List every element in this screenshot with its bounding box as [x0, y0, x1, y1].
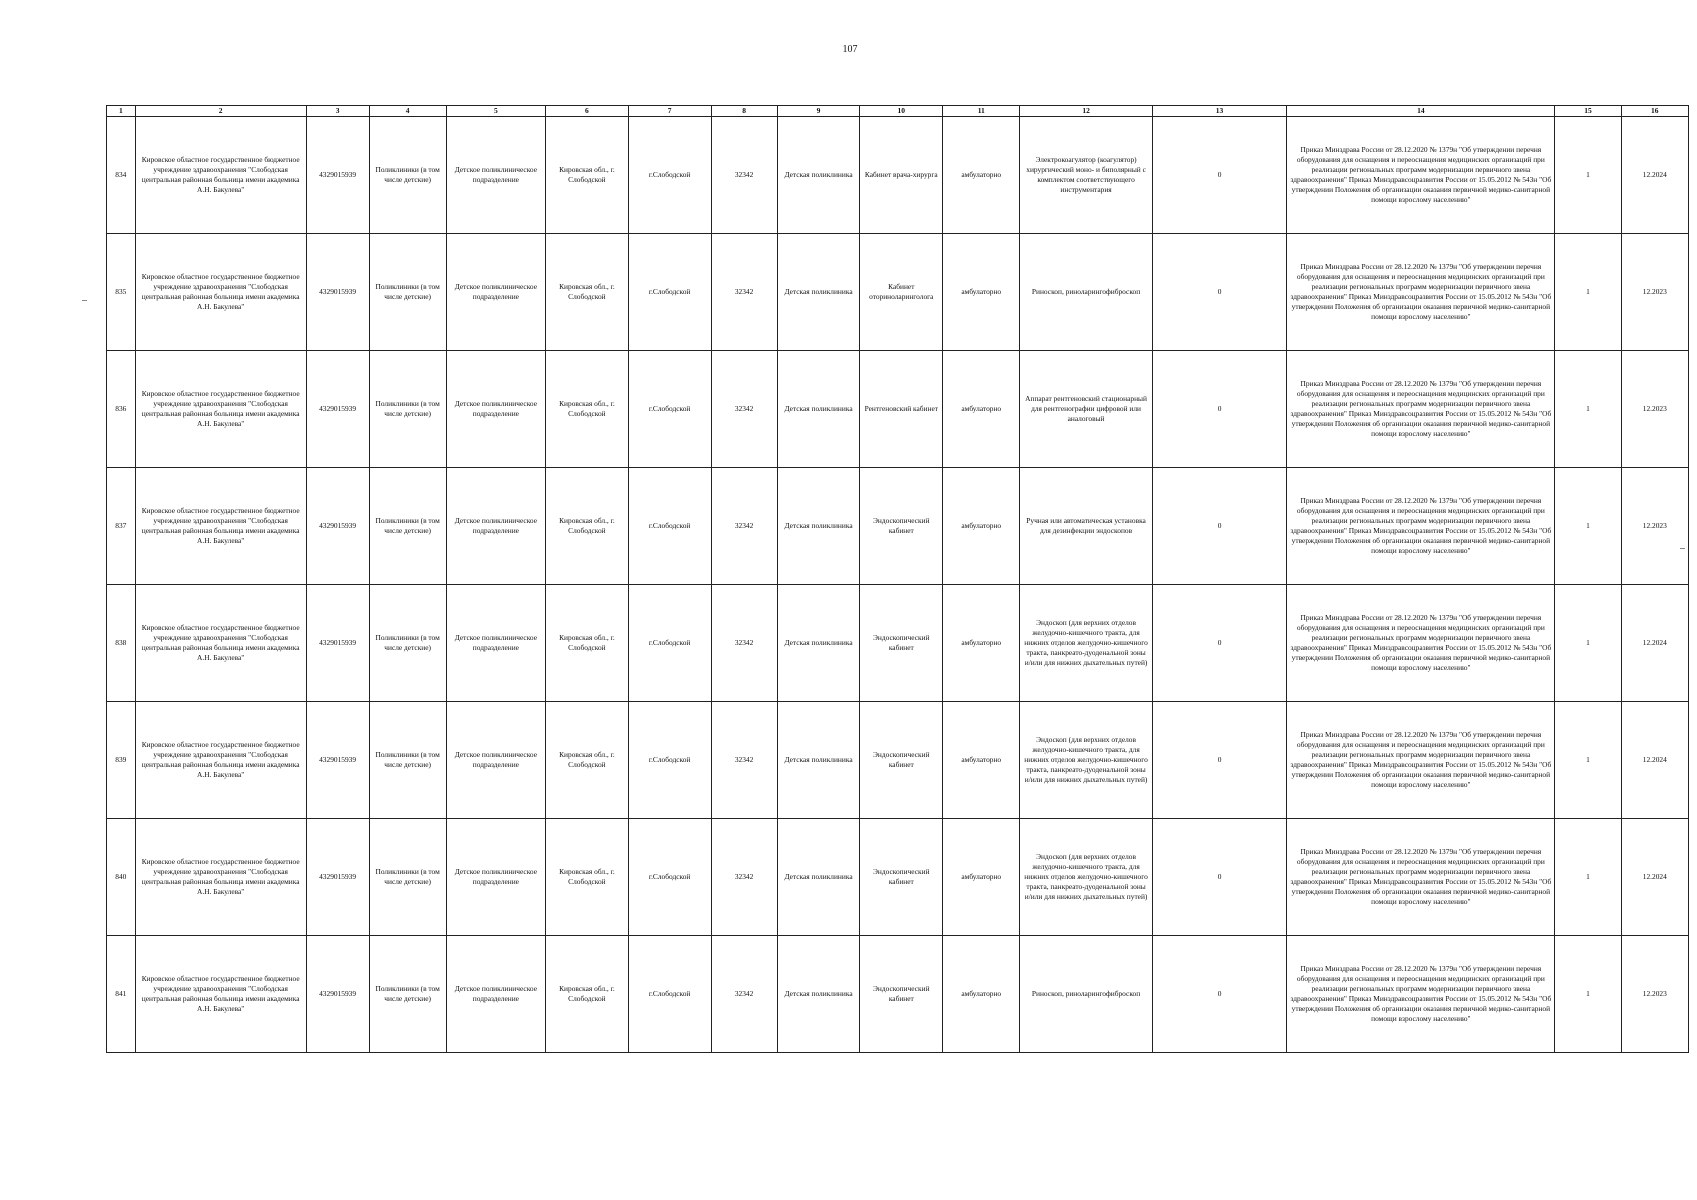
needed-quantity-cell: 1	[1555, 585, 1621, 702]
territory-code-cell: 32342	[711, 936, 777, 1053]
organization-name-cell: Кировское областное государственное бюджетное учреждение здравоохранения "Слободская центральная районная больница имени академика А.Н. Бакулева"	[135, 351, 306, 468]
delivery-date-cell: 12.2023	[1621, 936, 1688, 1053]
legal-basis-cell: Приказ Минздрава России от 28.12.2020 № 1379н "Об утверждении перечня оборудования для оснащения и переоснащения медицинских организаций при реализации региональных программ модернизации первичного звена здравоохранения" Приказ Минздравсоцразвития России от 15.05.2012 № 543н "Об утверждении Положения об организации оказания первичной медико-санитарной помощи взрослому населению"	[1287, 702, 1555, 819]
city-cell: г.Слободской	[628, 819, 711, 936]
organization-name-cell: Кировское областное государственное бюджетное учреждение здравоохранения "Слободская центральная районная больница имени академика А.Н. Бакулева"	[135, 117, 306, 234]
equipment-name-cell: Ручная или автоматическая установка для дезинфекции эндоскопов	[1020, 468, 1152, 585]
existing-quantity-cell: 0	[1152, 819, 1287, 936]
unit-name-cell: Детская поликлиника	[777, 117, 860, 234]
organization-name-cell: Кировское областное государственное бюджетное учреждение здравоохранения "Слободская центральная районная больница имени академика А.Н. Бакулева"	[135, 468, 306, 585]
division-name-cell: Детское поликлиническое подразделение	[446, 702, 545, 819]
table-row	[107, 819, 1689, 936]
facility-type-cell: Поликлиники (в том числе детские)	[369, 585, 446, 702]
facility-type-cell: Поликлиники (в том числе детские)	[369, 819, 446, 936]
room-name-cell: Рентгеновский кабинет	[860, 351, 943, 468]
col-header: 14	[1287, 106, 1555, 117]
organization-name-cell: Кировское областное государственное бюджетное учреждение здравоохранения "Слободская центральная районная больница имени академика А.Н. Бакулева"	[135, 819, 306, 936]
room-name-cell: Кабинет врача-хирурга	[860, 117, 943, 234]
facility-type-cell: Поликлиники (в том числе детские)	[369, 234, 446, 351]
existing-quantity-cell: 0	[1152, 936, 1287, 1053]
legal-basis-cell: Приказ Минздрава России от 28.12.2020 № 1379н "Об утверждении перечня оборудования для оснащения и переоснащения медицинских организаций при реализации региональных программ модернизации первичного звена здравоохранения" Приказ Минздравсоцразвития России от 15.05.2012 № 543н "Об утверждении Положения об организации оказания первичной медико-санитарной помощи взрослому населению"	[1287, 351, 1555, 468]
row-number-cell: 835	[107, 234, 136, 351]
col-header: 1	[107, 106, 136, 117]
needed-quantity-cell: 1	[1555, 702, 1621, 819]
header-row	[107, 106, 1689, 117]
col-header: 11	[943, 106, 1020, 117]
division-name-cell: Детское поликлиническое подразделение	[446, 117, 545, 234]
col-header: 4	[369, 106, 446, 117]
city-cell: г.Слободской	[628, 351, 711, 468]
delivery-date-cell: 12.2023	[1621, 351, 1688, 468]
col-header: 16	[1621, 106, 1688, 117]
needed-quantity-cell: 1	[1555, 936, 1621, 1053]
inn-code-cell: 4329015939	[306, 234, 369, 351]
col-header: 6	[546, 106, 629, 117]
address-cell: Кировская обл., г. Слободской	[546, 585, 629, 702]
division-name-cell: Детское поликлиническое подразделение	[446, 351, 545, 468]
organization-name-cell: Кировское областное государственное бюджетное учреждение здравоохранения "Слободская центральная районная больница имени академика А.Н. Бакулева"	[135, 234, 306, 351]
division-name-cell: Детское поликлиническое подразделение	[446, 585, 545, 702]
delivery-date-cell: 12.2024	[1621, 585, 1688, 702]
inn-code-cell: 4329015939	[306, 702, 369, 819]
care-type-cell: амбулаторно	[943, 468, 1020, 585]
existing-quantity-cell: 0	[1152, 234, 1287, 351]
equipment-name-cell: Эндоскоп (для верхних отделов желудочно-кишечного тракта, для нижних отделов желудочно-кишечного тракта, панкреато-дуоденальной зоны и/или для нижних дыхательных путей)	[1020, 585, 1152, 702]
scan-mark	[82, 300, 87, 301]
division-name-cell: Детское поликлиническое подразделение	[446, 234, 545, 351]
facility-type-cell: Поликлиники (в том числе детские)	[369, 468, 446, 585]
needed-quantity-cell: 1	[1555, 351, 1621, 468]
facility-type-cell: Поликлиники (в том числе детские)	[369, 351, 446, 468]
care-type-cell: амбулаторно	[943, 819, 1020, 936]
facility-type-cell: Поликлиники (в том числе детские)	[369, 936, 446, 1053]
row-number-cell: 837	[107, 468, 136, 585]
col-header: 7	[628, 106, 711, 117]
row-number-cell: 838	[107, 585, 136, 702]
unit-name-cell: Детская поликлиника	[777, 702, 860, 819]
city-cell: г.Слободской	[628, 468, 711, 585]
table-row	[107, 117, 1689, 234]
room-name-cell: Эндоскопический кабинет	[860, 468, 943, 585]
table-row	[107, 234, 1689, 351]
existing-quantity-cell: 0	[1152, 702, 1287, 819]
territory-code-cell: 32342	[711, 117, 777, 234]
care-type-cell: амбулаторно	[943, 585, 1020, 702]
city-cell: г.Слободской	[628, 117, 711, 234]
room-name-cell: Эндоскопический кабинет	[860, 819, 943, 936]
legal-basis-cell: Приказ Минздрава России от 28.12.2020 № 1379н "Об утверждении перечня оборудования для оснащения и переоснащения медицинских организаций при реализации региональных программ модернизации первичного звена здравоохранения" Приказ Минздравсоцразвития России от 15.05.2012 № 543н "Об утверждении Положения об организации оказания первичной медико-санитарной помощи взрослому населению"	[1287, 585, 1555, 702]
table-row	[107, 702, 1689, 819]
row-number-cell: 841	[107, 936, 136, 1053]
inn-code-cell: 4329015939	[306, 351, 369, 468]
inn-code-cell: 4329015939	[306, 585, 369, 702]
col-header: 15	[1555, 106, 1621, 117]
territory-code-cell: 32342	[711, 585, 777, 702]
col-header: 13	[1152, 106, 1287, 117]
delivery-date-cell: 12.2024	[1621, 117, 1688, 234]
city-cell: г.Слободской	[628, 936, 711, 1053]
territory-code-cell: 32342	[711, 234, 777, 351]
address-cell: Кировская обл., г. Слободской	[546, 351, 629, 468]
room-name-cell: Эндоскопический кабинет	[860, 936, 943, 1053]
table-row	[107, 936, 1689, 1053]
equipment-name-cell: Электрокоагулятор (коагулятор) хирургический моно- и биполярный с комплектом соответствующего инструментария	[1020, 117, 1152, 234]
equipment-name-cell: Аппарат рентгеновский стационарный для рентгенографии цифровой или аналоговый	[1020, 351, 1152, 468]
legal-basis-cell: Приказ Минздрава России от 28.12.2020 № 1379н "Об утверждении перечня оборудования для оснащения и переоснащения медицинских организаций при реализации региональных программ модернизации первичного звена здравоохранения" Приказ Минздравсоцразвития России от 15.05.2012 № 543н "Об утверждении Положения об организации оказания первичной медико-санитарной помощи взрослому населению"	[1287, 234, 1555, 351]
equipment-registry-table	[106, 105, 1689, 1053]
scan-mark	[1680, 548, 1685, 549]
equipment-name-cell: Риноскоп, риноларингофиброскоп	[1020, 234, 1152, 351]
address-cell: Кировская обл., г. Слободской	[546, 468, 629, 585]
existing-quantity-cell: 0	[1152, 351, 1287, 468]
unit-name-cell: Детская поликлиника	[777, 936, 860, 1053]
address-cell: Кировская обл., г. Слободской	[546, 702, 629, 819]
inn-code-cell: 4329015939	[306, 117, 369, 234]
room-name-cell: Эндоскопический кабинет	[860, 702, 943, 819]
organization-name-cell: Кировское областное государственное бюджетное учреждение здравоохранения "Слободская центральная районная больница имени академика А.Н. Бакулева"	[135, 585, 306, 702]
legal-basis-cell: Приказ Минздрава России от 28.12.2020 № 1379н "Об утверждении перечня оборудования для оснащения и переоснащения медицинских организаций при реализации региональных программ модернизации первичного звена здравоохранения" Приказ Минздравсоцразвития России от 15.05.2012 № 543н "Об утверждении Положения об организации оказания первичной медико-санитарной помощи взрослому населению"	[1287, 468, 1555, 585]
address-cell: Кировская обл., г. Слободской	[546, 234, 629, 351]
room-name-cell: Кабинет оториноларинголога	[860, 234, 943, 351]
legal-basis-cell: Приказ Минздрава России от 28.12.2020 № 1379н "Об утверждении перечня оборудования для оснащения и переоснащения медицинских организаций при реализации региональных программ модернизации первичного звена здравоохранения" Приказ Минздравсоцразвития России от 15.05.2012 № 543н "Об утверждении Положения об организации оказания первичной медико-санитарной помощи взрослому населению"	[1287, 117, 1555, 234]
unit-name-cell: Детская поликлиника	[777, 585, 860, 702]
delivery-date-cell: 12.2023	[1621, 234, 1688, 351]
division-name-cell: Детское поликлиническое подразделение	[446, 819, 545, 936]
delivery-date-cell: 12.2024	[1621, 702, 1688, 819]
care-type-cell: амбулаторно	[943, 702, 1020, 819]
care-type-cell: амбулаторно	[943, 234, 1020, 351]
col-header: 8	[711, 106, 777, 117]
care-type-cell: амбулаторно	[943, 117, 1020, 234]
equipment-name-cell: Риноскоп, риноларингофиброскоп	[1020, 936, 1152, 1053]
col-header: 5	[446, 106, 545, 117]
unit-name-cell: Детская поликлиника	[777, 351, 860, 468]
existing-quantity-cell: 0	[1152, 468, 1287, 585]
care-type-cell: амбулаторно	[943, 936, 1020, 1053]
organization-name-cell: Кировское областное государственное бюджетное учреждение здравоохранения "Слободская центральная районная больница имени академика А.Н. Бакулева"	[135, 936, 306, 1053]
row-number-cell: 840	[107, 819, 136, 936]
existing-quantity-cell: 0	[1152, 117, 1287, 234]
legal-basis-cell: Приказ Минздрава России от 28.12.2020 № 1379н "Об утверждении перечня оборудования для оснащения и переоснащения медицинских организаций при реализации региональных программ модернизации первичного звена здравоохранения" Приказ Минздравсоцразвития России от 15.05.2012 № 543н "Об утверждении Положения об организации оказания первичной медико-санитарной помощи взрослому населению"	[1287, 936, 1555, 1053]
row-number-cell: 836	[107, 351, 136, 468]
needed-quantity-cell: 1	[1555, 117, 1621, 234]
address-cell: Кировская обл., г. Слободской	[546, 936, 629, 1053]
unit-name-cell: Детская поликлиника	[777, 819, 860, 936]
delivery-date-cell: 12.2024	[1621, 819, 1688, 936]
care-type-cell: амбулаторно	[943, 351, 1020, 468]
equipment-name-cell: Эндоскоп (для верхних отделов желудочно-кишечного тракта, для нижних отделов желудочно-кишечного тракта, панкреато-дуоденальной зоны и/или для нижних дыхательных путей)	[1020, 702, 1152, 819]
col-header: 10	[860, 106, 943, 117]
inn-code-cell: 4329015939	[306, 819, 369, 936]
division-name-cell: Детское поликлиническое подразделение	[446, 468, 545, 585]
table-row	[107, 468, 1689, 585]
col-header: 9	[777, 106, 860, 117]
city-cell: г.Слободской	[628, 585, 711, 702]
territory-code-cell: 32342	[711, 468, 777, 585]
col-header: 3	[306, 106, 369, 117]
facility-type-cell: Поликлиники (в том числе детские)	[369, 117, 446, 234]
needed-quantity-cell: 1	[1555, 819, 1621, 936]
address-cell: Кировская обл., г. Слободской	[546, 819, 629, 936]
territory-code-cell: 32342	[711, 819, 777, 936]
needed-quantity-cell: 1	[1555, 468, 1621, 585]
facility-type-cell: Поликлиники (в том числе детские)	[369, 702, 446, 819]
row-number-cell: 834	[107, 117, 136, 234]
col-header: 2	[135, 106, 306, 117]
territory-code-cell: 32342	[711, 351, 777, 468]
inn-code-cell: 4329015939	[306, 468, 369, 585]
table-row	[107, 351, 1689, 468]
existing-quantity-cell: 0	[1152, 585, 1287, 702]
col-header: 12	[1020, 106, 1152, 117]
table-row	[107, 585, 1689, 702]
organization-name-cell: Кировское областное государственное бюджетное учреждение здравоохранения "Слободская центральная районная больница имени академика А.Н. Бакулева"	[135, 702, 306, 819]
city-cell: г.Слободской	[628, 234, 711, 351]
unit-name-cell: Детская поликлиника	[777, 234, 860, 351]
inn-code-cell: 4329015939	[306, 936, 369, 1053]
room-name-cell: Эндоскопический кабинет	[860, 585, 943, 702]
needed-quantity-cell: 1	[1555, 234, 1621, 351]
address-cell: Кировская обл., г. Слободской	[546, 117, 629, 234]
territory-code-cell: 32342	[711, 702, 777, 819]
row-number-cell: 839	[107, 702, 136, 819]
city-cell: г.Слободской	[628, 702, 711, 819]
delivery-date-cell: 12.2023	[1621, 468, 1688, 585]
unit-name-cell: Детская поликлиника	[777, 468, 860, 585]
equipment-name-cell: Эндоскоп (для верхних отделов желудочно-кишечного тракта, для нижних отделов желудочно-кишечного тракта, панкреато-дуоденальной зоны и/или для нижних дыхательных путей)	[1020, 819, 1152, 936]
page-number: 107	[842, 44, 858, 55]
legal-basis-cell: Приказ Минздрава России от 28.12.2020 № 1379н "Об утверждении перечня оборудования для оснащения и переоснащения медицинских организаций при реализации региональных программ модернизации первичного звена здравоохранения" Приказ Минздравсоцразвития России от 15.05.2012 № 543н "Об утверждении Положения об организации оказания первичной медико-санитарной помощи взрослому населению"	[1287, 819, 1555, 936]
division-name-cell: Детское поликлиническое подразделение	[446, 936, 545, 1053]
